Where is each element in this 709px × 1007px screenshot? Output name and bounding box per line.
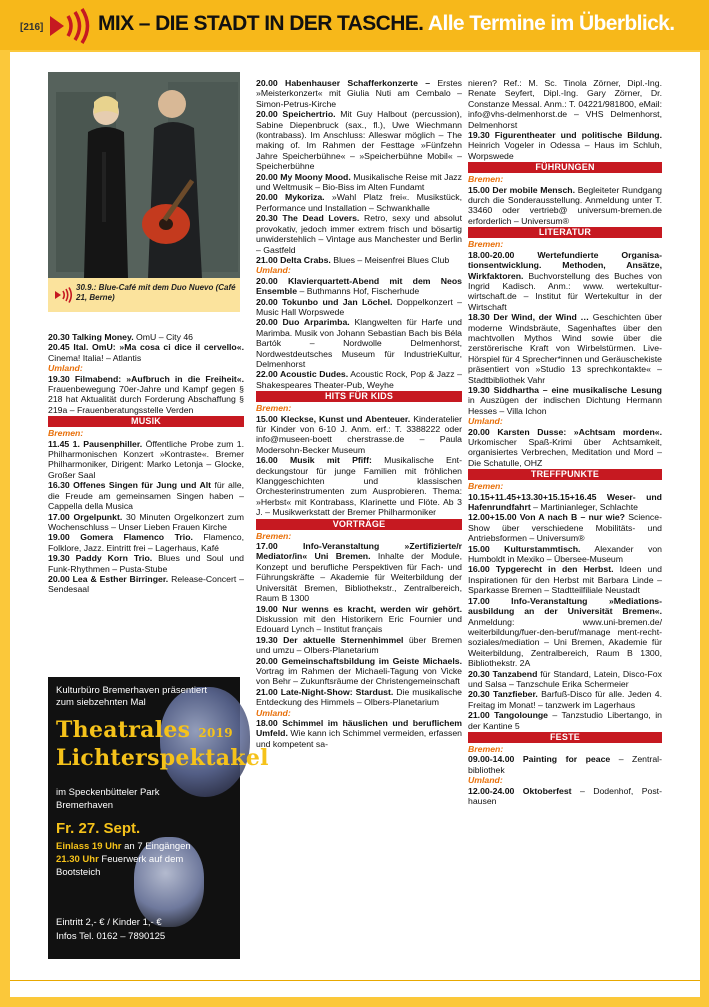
event-entry [256,718,462,749]
event-entry [48,574,244,595]
region-label-umland: Umland: [468,775,503,786]
event-title: 20.00 Mykoriza. [256,192,325,203]
event-entry [48,439,244,481]
section-header-literatur: LITERATUR [468,227,662,238]
event-details: für alle, die Freude am gemeinsamen Singen haben – Cappella della Musica [48,480,244,512]
event-details: Doppelkonzert – Music Hall Worpswede [256,296,462,317]
region-label-bremen: Bremen: [468,239,504,250]
event-title: 12.00+15.00 Von A nach B – nur wie? [468,512,625,523]
event-details: Anmeldung: www.uni-bremen.de/ weiterbildung/fuer-den-beruf/manage ment-recht-soziales/mediation – Uni Bremen, Akademie für Weiterbildung, Zentralbereich, Raum B 1300, Bibliothekstr. 2A [468,616,662,669]
event-entry [256,172,462,193]
event-title: 20.30 Tanzfieber. [468,689,538,700]
ad-presenter: Kulturbüro Bremerhaven präsentiert [56,685,208,696]
col3-fuehrungen-list [468,185,662,227]
event-title: 20.00 Tokunbo und Jan Löchel. [256,296,393,307]
event-title: 15.00 Der mobile Mensch. [468,184,576,195]
event-details: Erstes »Meisterkonzert« mit Giulia Nuti am Cembalo – Simon-Petrus-Kirche [256,78,462,109]
event-title: 20.00 Karsten Dusse: »Achtsam morden«. [468,426,662,437]
section-header-feste: FESTE [468,732,662,743]
event-entry [48,512,244,533]
event-photo [48,72,240,312]
event-entry [468,689,662,710]
page-header [0,0,709,50]
ad-phone: Infos Tel. 0162 – 7890125 [56,931,166,942]
event-entry [468,185,662,227]
event-title: 18.00 Schimmel im häuslichen und beruflichem Umfeld. [256,717,462,739]
col3-feste-umland-list [468,786,662,807]
event-title: 17.00 Info-Veranstaltung »Mediationsausbildung an der Universität Bremen«. [468,595,662,617]
event-entry [256,541,462,603]
event-title: 16.30 Offenes Singen für Jung und Alt [48,480,212,491]
event-entry [256,455,462,517]
col2-vortraege-umland-list [256,718,462,749]
section-header-fuehrungen: FÜHRUNGEN [468,162,662,173]
event-details: Frauenbewegung 70er-Jahre und Kampf gegen § 218 hat Aktualität durch Forderung Abschaffung § 219a – Frauenberatungsstelle Verden [48,384,244,415]
page-number: [216] [20,22,44,33]
event-entry [256,317,462,369]
title-sub: Alle Termine im Überblick. [427,12,675,35]
event-details: Buchvorstellung des Buches von Ingrid Kadisch. Anm.: www. wertekultur-wirtschaft.de – Institut für Wertekultur in der Wirtschaft [468,270,662,312]
region-label-bremen: Bremen: [468,743,504,754]
event-details: 30 Minuten Orgelkonzert zum Wochenschluss – Unser Lieben Frauen Kirche [48,511,244,532]
title-main: MIX – DIE STADT IN DER TASCHE. [98,12,424,35]
event-title: 19.30 Der aktuelle Sternenhimmel [256,634,404,645]
event-entry [468,710,662,731]
event-title: 19.30 Filmabend: »Aufbruch in die Freiheit«. [48,373,244,384]
event-details: Acoustic Rock, Pop & Jazz – Shakespeares Theater-Pub, Weyhe [256,369,462,390]
event-details: – Zentralbibliothek [468,754,662,775]
event-entry [468,250,662,312]
event-details: Begleiteter Rundgang durch die Sonderausstellung. Anmeldung unter T. 33460 oder vertrieb@ universum-bremen.de erforderlich – Universum® [468,184,662,226]
event-entry [48,532,244,553]
event-title: 10.15+11.45+13.30+15.15+16.45 Weser- und Hafenrundfahrt [468,491,662,513]
event-title: 16.00 Typgerecht in den Herbst. [468,564,614,575]
event-title: 20.30 The Dead Lovers. [256,213,360,224]
column-3 [468,78,662,806]
event-title: 20.00 Gemeinschaftsbildung im Geiste Michaels. [256,655,462,666]
event-title: 20.00 My Moony Mood. [256,171,351,182]
event-entry [48,374,244,416]
event-details: Cinema! Italia! – Atlantis [48,352,142,363]
event-details: für Standard, Latein, Disco-Fox und Salsa – Tanzschule Erika Schermeier [468,668,662,689]
col1-intro-list [48,332,244,363]
event-details: Release-Concert – Sendesaal [48,573,244,595]
event-title: 19.00 Nur wenns es kracht, werden wir gehört. [256,603,462,614]
event-title: 12.00-24.00 Oktoberfest [468,785,572,796]
event-entry [256,213,462,255]
event-entry [256,276,462,297]
event-entry [256,109,462,171]
photo-caption [48,278,240,312]
event-title: 20.00 Lea & Esther Birringer. [48,573,169,584]
col2-kids-list [256,414,462,518]
event-entry [468,596,662,669]
ad-location: im Speckenbütteler Park [56,787,160,798]
event-title: 20.30 Tanzabend [468,668,538,679]
event-details: – Tanzstudio Libertango, in der Kantine 5 [468,710,662,731]
sound-waves-icon [54,287,74,303]
event-details: Wie kann ich Schimmel vermeiden, erfassen und kompetent sa- [256,728,462,749]
event-details: Urkomischer Spaß-Krimi über Achtsamkeit, organisiertes Verbrechen, Meditation und Mord – Die Schatulle, OHZ [468,437,662,468]
event-title: 18.00-20.00 Wertefundierte Organisationsentwicklung. Methoden, Ansätze, Wirkfaktoren. [468,249,662,281]
event-details: in Auszügen der indischen Dichtung Hermann Hesses – Villa Ichon [468,395,662,416]
event-title: 20.30 Talking Money. [48,332,134,342]
ad-date: Fr. 27. Sept. [56,820,141,837]
region-label-umland: Umland: [256,265,291,276]
event-details: Vortrag im Rahmen der Michaeli-Tagung von Vicke von Behr – Zukunftsräume der Christengemeinschaft [256,665,462,687]
region-label-bremen: Bremen: [468,481,504,492]
event-entry [468,512,662,543]
event-entry [48,480,244,511]
event-title: 19.30 Paddy Korn Trio. [48,553,153,564]
col3-feste-list [468,754,662,775]
region-label-bremen: Bremen: [256,403,292,414]
section-header-musik: MUSIK [48,416,244,427]
event-entry [256,656,462,687]
event-entry [256,687,462,708]
event-title: 21.00 Tangolounge [468,710,549,721]
ad-title-1: Theatrales 2019 [56,717,233,743]
event-details: Science-Show über verschiedene Mobilitäts- und Antriebsformen – Universum® [468,512,662,544]
event-entry [468,754,662,775]
event-entry [468,385,662,416]
event-title: 17.00 Orgelpunkt. [48,511,123,522]
col1-musik-list [48,439,244,595]
event-entry [468,669,662,690]
event-entry [256,297,462,318]
column-1 [48,332,244,595]
event-details: Musikalische Entdeckungstour für junge Familien mit fröhlichen Klanggeschichten und klassischen Orchesterinstrumenten zum Ausprobieren. Thema: »Herbst« mit Kontrabass, Klarinette und Flöte. Ab 3 J. – Musikwerkstatt der Bremer Philharmoniker [256,455,462,518]
col2-vortraege-list [256,541,462,708]
column-2 [256,78,462,749]
region-label-umland: Umland: [468,416,503,427]
event-details: Retro, sexy und absolut provokativ, jedoch immer extrem frisch und bösartig unwiderstehlich – Vintage aus Manchester und Berlin – Gastfeld [256,213,463,255]
region-label-bremen: Bremen: [468,174,504,185]
sound-waves-icon [44,8,94,44]
event-entry [468,312,662,385]
event-entry [468,492,662,513]
event-entry [468,544,662,565]
advert-lichterspektakel[interactable] [48,677,269,959]
event-title: 18.30 Der Wind, der Wind … [468,312,590,323]
region-label-umland: Umland: [256,707,291,718]
event-entry [256,255,462,265]
section-header-kids: HITS FÜR KIDS [256,391,462,402]
event-details: nieren? Ref.: M. Sc. Tinola Zörner, Dipl.-Ing. Renate Seyfert, Dipl.-Ing. Gary Zörner, Dr. Constanze Messal. Anm.: T. 04221/981800, eMail: info@vhs-delmenhorst.de – VHS Delmenhorst, Delmenhorst [468,78,662,130]
event-details: Mit Guy Halbout (percussion), Sabine Diepenbruck (sax., fl.), Uwe Wiechmann (kontrabass). Im Anschluss: Alleswar möglich – The making of. Im Rahmen der Festtage »Fünfzehn Jahre Speicherbühne« – »Speicherbühne Mobil« – Speicherbühne [256,109,462,172]
col2-top-list [256,78,462,265]
event-title: 20.00 Habenhauser Schafferkonzerte – [256,78,431,88]
event-details: – Dodenhof, Posthausen [468,785,662,806]
event-details: Geschichten über moderne Windsbräute, Sagenhaftes über den machtvollen Mythos Wind sowie über die zerstörerische Kraft von Wirbelstürmen. Live-Hörspiel für 4 Sprecher*innen und Geräuschekiste präsentiert von »Studio 13 sprechkontakte« – Stadtbibliothek Vahr [468,312,662,385]
event-entry [48,342,244,363]
event-details: Barfuß-Disco für alle. Jeden 4. Freitag im Monat! – tanzwerk im Lagerhaus [468,689,662,710]
event-entry [468,564,662,595]
event-details: Blues und Soul und Funk-Rhythmen – Pusta-Stube [48,553,245,574]
event-entry [48,553,244,574]
ad-feuerwerk: 21.30 Uhr Feuerwerk auf dem [56,854,184,865]
event-details: Heinrich Vogeler in Odessa – Haus im Schluh, Worpswede [468,140,662,161]
event-title: 09.00-14.00 Painting for peace [468,754,611,765]
event-details: Diskussion mit den Historikern Eric Fournier und Edouard Lynch – Institut français [256,613,462,635]
ad-einlass: Einlass 19 Uhr an 7 Eingängen [56,841,191,852]
event-title: 20.00 Duo Arparimba. [256,317,350,328]
event-details: Musikalische Reise mit Jazz und Weltmusik – Bio-Biss im Alten Fundamt [256,171,462,193]
event-entry [468,130,662,161]
ad-year: 2019 [198,726,233,740]
ad-price: Eintritt 2,- € / Kinder 1,- € [56,917,162,928]
event-title: 19.00 Gomera Flamenco Trio. [48,532,193,543]
event-title: 19.30 Figurentheater und politische Bildung. [468,130,662,141]
event-entry [256,192,462,213]
region-label-umland: Umland: [48,363,83,374]
event-details: Kinderatelier für Kinder von 6-10 J. Anm. erf.: T. 3388222 oder info@museen-boett cherstrasse.de – Paula Modersohn-Becker Museum [256,413,462,455]
event-title: 20.00 Klavierquartett-Abend mit dem Neos Ensemble [256,275,462,297]
col3-literatur-list [468,250,662,417]
event-entry [468,78,662,130]
region-label-bremen: Bremen: [256,530,292,541]
event-details: Blues – Meisenfrei Blues Club [330,254,450,265]
event-entry [256,414,462,456]
col3-literatur-umland-list [468,427,662,469]
ad-feuerwerk-place: Bootsteich [56,867,101,878]
section-header-treffpunkte: TREFFPUNKTE [468,469,662,480]
event-title: 20.45 Ital. OmU: »Ma cosa ci dice il cervello«. [48,342,244,353]
event-title: 21.00 Late-Night-Show: Stardust. [256,686,394,697]
page-title [98,12,674,36]
event-details: Ideen und Inspirationen für den Herbst mit Barbara Linde – Sparkasse Bremen – Stadtteilfiliale Neustadt [468,564,662,596]
col1-umland-list [48,374,244,416]
event-entry [48,332,244,342]
ad-edition: zum siebzehnten Mal [56,697,146,708]
event-title: 16.00 Musik mit Pfiff: [256,455,372,466]
col2-umland-list [256,276,462,390]
event-title: 15.00 Kulturstammtisch. [468,543,581,554]
ad-city: Bremerhaven [56,800,114,811]
event-title: 20.00 Speichertrio. [256,109,336,120]
event-details: Die musikalische Entdeckung des Himmels – Olbers-Planetarium [256,686,462,708]
event-entry [256,369,462,390]
event-details: – Buthmanns Hof, Fischerhude [297,286,420,297]
event-entry [256,78,462,109]
duo-photo-image [48,72,240,278]
event-title: 19.30 Siddhartha – eine musikalische Lesung [468,384,662,395]
event-details: »Wahl Platz frei«. Musikstück, Performance und Installation – Schwankhalle [256,192,462,213]
event-details: über Bremen und umzu – Olbers-Planetarium [256,634,462,656]
event-details: Flamenco, Folklore, Jazz. Eintritt frei – Lagerhaus, Kafé [48,532,244,553]
event-details: – Martinianleger, Schlachte [530,502,638,513]
event-title: 22.00 Acoustic Dudes. [256,369,349,380]
event-entry [256,635,462,656]
section-header-vortraege: VORTRÄGE [256,519,462,530]
event-details: Öffentliche Probe zum 1. Philharmonischen Konzert »Kontraste«. Bremer Philharmoniker, Dirigent: Marko Letonja – Glocke, Großer Saal [48,438,244,480]
event-title: 17.00 Info-Veranstaltung »Zertifizierte/r Mediator/in« Uni Bremen. [256,541,462,562]
event-details: Alexander von Humboldt in Mexiko – Übersee-Museum [468,543,662,565]
event-entry [468,427,662,469]
event-entry [468,786,662,807]
event-title: 21.00 Delta Crabs. [256,254,331,265]
event-title: 11.45 1. Pausenphiller. [48,438,143,449]
region-label-bremen: Bremen: [48,428,84,439]
caption-text: 30.9.: Blue-Café mit dem Duo Nuevo (Café 21, Berne) [76,283,236,302]
col3-top-list [468,78,662,161]
event-details: Inhalte der Module, Konzept und berufliche Perspektiven für Fach- und Führungskräfte – Akademie für Weiterbildung der Universität Bremen, Bibliothekstr., Zentralbereich, Raum B 1300 [256,551,462,604]
event-entry [256,604,462,635]
bottom-rule [10,980,700,981]
event-details: Klangwelten für Harfe und Marimba. Musik von Johann Sebastian Bach bis Béla Bartók – Nordwolle Delmenhorst, Nordwestdeutsches Museum für IndustrieKultur, Delmenhorst [256,317,462,369]
col3-treffpunkte-list [468,492,662,731]
event-details: OmU – City 46 [133,332,194,342]
ad-title-2: Lichterspektakel [56,745,269,771]
event-title: 15.00 Kleckse, Kunst und Abenteuer. [256,413,411,424]
